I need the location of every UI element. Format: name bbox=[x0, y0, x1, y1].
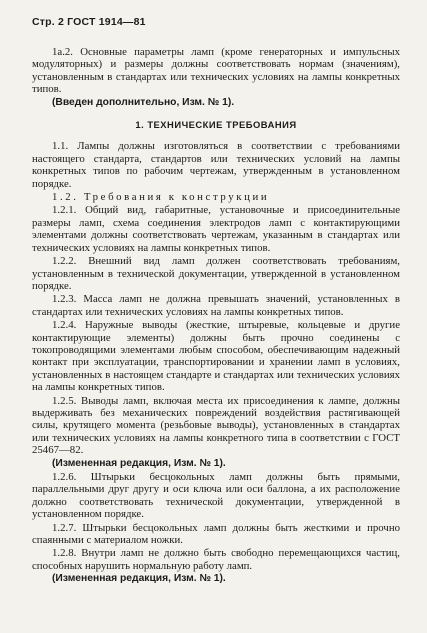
subsection-title-1-2: 1.2. Требования к конструкции bbox=[52, 191, 270, 204]
paragraph-1-2-5: 1.2.5. Выводы ламп, включая места их присоединения к лампе, должны выдерживать без механических повреждений воздействия растягивающей силы, крутящего момента (резьбовые выводы), установленных в стандартах или технических условиях на лампы конкретного типа в соответствии с ГОСТ 25467—82. bbox=[32, 394, 400, 457]
paragraph-1-2-7: 1.2.7. Штырьки бесцокольных ламп должны быть жесткими и прочно спаянными с материалом ножки. bbox=[32, 521, 400, 547]
document-body bbox=[32, 46, 400, 587]
paragraph-1-2-8: 1.2.8. Внутри ламп не должно быть свободно перемещающихся частиц, способных нарушить нормальную работу ламп. bbox=[32, 547, 400, 572]
paragraph-1-2-4: 1.2.4. Наружные выводы (жесткие, штыревые, кольцевые и другие контактирующие элементы) должны быть прочно соединены с токопроводящими элементами любым способом, обеспечивающим надежный контакт при эксплуатации, транспортировании и хранении ламп в условиях, установленных в настоящем стандарте и стандартах или технических условиях на лампы конкретных типов. bbox=[32, 319, 400, 394]
edit-note-1: (Измененная редакция, Изм. № 1). bbox=[52, 457, 226, 469]
section-title: 1. ТЕХНИЧЕСКИЕ ТРЕБОВАНИЯ bbox=[135, 119, 297, 131]
paragraph-1a2: 1а.2. Основные параметры ламп (кроме генераторных и импульсных модуляторных) и размеры должны соответствовать нормам (значениям), установленным в стандартах или технических условиях на лампы конкретных типов. bbox=[32, 46, 400, 96]
paragraph-1-1: 1.1. Лампы должны изготовляться в соответствии с требованиями настоящего стандарта, стандартов или технических условий на лампы конкретных типов по рабочим чертежам, утвержденным в установленном порядке. bbox=[32, 140, 400, 190]
edit-note-2: (Измененная редакция, Изм. № 1). bbox=[52, 573, 226, 585]
page-header: Стр. 2 ГОСТ 1914—81 bbox=[32, 16, 146, 28]
added-note: (Введен дополнительно, Изм. № 1). bbox=[52, 96, 235, 108]
paragraph-1-2-2: 1.2.2. Внешний вид ламп должен соответствовать требованиям, установленным в технической документации, утвержденной в установленном порядке. bbox=[32, 255, 400, 292]
paragraph-1-2-1: 1.2.1. Общий вид, габаритные, установочные и присоединительные размеры ламп, схема соединения электродов ламп с контактирующими элементами должны соответствовать чертежам, указанным в стандартах или технических условиях на лампы конкретных типов. bbox=[32, 204, 400, 254]
paragraph-1-2-3: 1.2.3. Масса ламп не должна превышать значений, установленных в стандартах или технических условиях на лампы конкретных типов. bbox=[32, 293, 400, 318]
paragraph-1-2-6: 1.2.6. Штырьки бесцокольных ламп должны быть прямыми, параллельными друг другу и оси ключа или оси баллона, а их расположение должно соответствовать технической документации, утвержденной в установленном порядке. bbox=[32, 471, 400, 521]
